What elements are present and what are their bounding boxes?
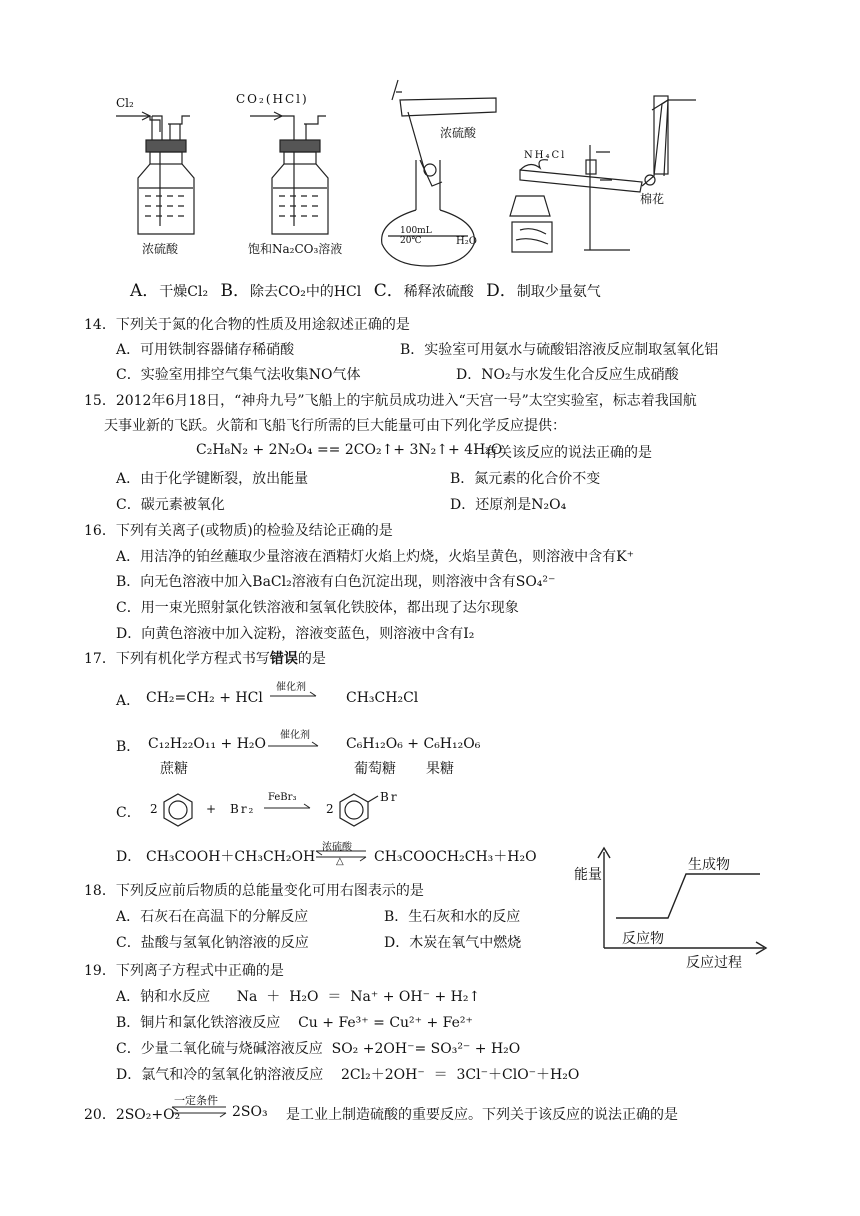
q14-stem: 14．下列关于氮的化合物的性质及用途叙述正确的是 (84, 317, 410, 333)
q17-stem-post: 的是 (297, 651, 326, 667)
bromobenzene-icon (340, 794, 368, 826)
q15-option-a: A．由于化学键断裂，放出能量 (116, 471, 309, 487)
q13-option-b: 除去CO₂中的HCl (250, 284, 362, 300)
q20-right: 2SO₃ (232, 1104, 268, 1120)
q13-option-a-letter: A． (130, 281, 160, 301)
q20-left: 20．2SO₂+O₂ (84, 1107, 181, 1123)
q15-option-b: B．氮元素的化合价不变 (450, 471, 601, 487)
energy-curve (616, 874, 760, 918)
q17-d-right: CH₃COOCH₂CH₃＋H₂O (374, 849, 537, 865)
q18-option-b: B．生石灰和水的反应 (384, 909, 521, 925)
q17-d-heat: △ (336, 856, 344, 867)
q17-c-plus: + (206, 802, 217, 816)
flask-temp-label: 20℃ (400, 236, 422, 246)
q18-option-a: A．石灰石在高温下的分解反应 (116, 909, 309, 925)
q13-option-c-letter: C． (373, 281, 404, 301)
water-label: H₂O (456, 236, 477, 247)
q16-option-a: A．用洁净的铂丝蘸取少量溶液在酒精灯火焰上灼烧，火焰呈黄色，则溶液中含有K⁺ (116, 549, 634, 565)
q17-stem (84, 648, 326, 668)
q14-option-a: A．可用铁制容器储存稀硝酸 (116, 342, 295, 358)
q17-stem-emphasis: 错误 (269, 651, 298, 667)
benzene-icon (164, 794, 192, 826)
q18-stem: 18．下列反应前后物质的总能量变化可用右图表示的是 (84, 883, 424, 899)
nh4cl-label: NH₄Cl (524, 150, 567, 161)
q13-option-d-letter: D． (486, 281, 517, 301)
q15-option-d: D．还原剂是N₂O₄ (450, 497, 567, 513)
q17-c-br-substituent: Br (380, 790, 399, 804)
cl2-label: Cl₂ (116, 96, 134, 110)
q17-b-glucose: 葡萄糖 (354, 761, 396, 777)
q17-a-left: CH₂=CH₂ + HCl (146, 690, 263, 706)
q14-option-d: D．NO₂与水发生化合反应生成硝酸 (456, 367, 679, 383)
q15-option-c: C．碳元素被氧化 (116, 497, 225, 513)
q19-option-c: C．少量二氧化硫与烧碱溶液反应 SO₂ +2OH⁻= SO₃²⁻ + H₂O (116, 1041, 521, 1057)
graph-product-label: 生成物 (688, 857, 730, 873)
cotton-label: 棉花 (640, 192, 665, 206)
q17-a-label: A． (116, 693, 141, 709)
q16-stem: 16．下列有关离子(或物质)的检验及结论正确的是 (84, 523, 393, 539)
graph-y-label: 能量 (574, 867, 602, 883)
q16-option-c: C．用一束光照射氯化铁溶液和氢氧化铁胶体，都出现了达尔现象 (116, 600, 519, 616)
q17-b-condition: 催化剂 (280, 730, 310, 741)
gas-washing-bottle-a (116, 112, 194, 234)
q17-a-condition: 催化剂 (276, 682, 306, 693)
q19-option-d: D．氯气和冷的氢氧化钠溶液反应 2Cl₂＋2OH⁻ ＝ 3Cl⁻＋ClO⁻＋H₂O (116, 1067, 580, 1083)
volumetric-flask-c (382, 80, 496, 266)
q17-b-sucrose: 蔗糖 (160, 761, 188, 777)
q18-option-c: C．盐酸与氢氧化钠溶液的反应 (116, 935, 309, 951)
saturated-na2co3-label: 饱和Na₂CO₃溶液 (248, 242, 343, 256)
q20-condition: 一定条件 (174, 1094, 218, 1107)
q15-stem-line1: 15．2012年6月18日，“神舟九号”飞船上的宇航员成功进入“天宫一号”太空实验室，标志着我国航 (84, 393, 697, 409)
q17-b-fructose: 果糖 (426, 761, 454, 777)
apparatus-figure (0, 0, 860, 300)
q17-stem-pre: 17．下列有机化学方程式书写 (84, 651, 270, 667)
conc-sulfuric-label-c: 浓硫酸 (440, 126, 477, 140)
q15-tail: 有关该反应的说法正确的是 (484, 445, 652, 461)
q16-option-d: D．向黄色溶液中加入淀粉，溶液变蓝色，则溶液中含有I₂ (116, 626, 475, 642)
q17-b-label: B． (116, 739, 141, 755)
q20-tail: 是工业上制造硫酸的重要反应。下列关于该反应的说法正确的是 (286, 1107, 678, 1123)
q13-option-d: 制取少量氨气 (516, 284, 601, 300)
graph-reactant-label: 反应物 (622, 931, 664, 947)
q14-option-b: B．实验室可用氨水与硫酸铝溶液反应制取氢氧化铝 (400, 342, 719, 358)
q13-option-b-letter: B． (220, 281, 251, 301)
q16-option-b: B．向无色溶液中加入BaCl₂溶液有白色沉淀出现，则溶液中含有SO₄²⁻ (116, 574, 556, 590)
q13-option-a: 干燥Cl₂ (159, 284, 209, 300)
q19-option-a: A．钠和水反应 Na ＋ H₂O ＝ Na⁺ + OH⁻ + H₂↑ (116, 989, 481, 1005)
q17-d-left: CH₃COOH＋CH₃CH₂OH (146, 849, 316, 865)
q19-option-b: B．铜片和氯化铁溶液反应 Cu + Fe³⁺ = Cu²⁺ + Fe²⁺ (116, 1015, 473, 1031)
gas-washing-bottle-b (250, 112, 328, 234)
q17-a-right: CH₃CH₂Cl (346, 690, 419, 706)
q14-option-c: C．实验室用排空气集气法收集NO气体 (116, 367, 361, 383)
q17-d-condition: 浓硫酸 (322, 842, 352, 853)
q13-options (130, 276, 601, 301)
q15-equation: C₂H₈N₂ + 2N₂O₄ == 2CO₂↑+ 3N₂↑+ 4H₂O (196, 442, 503, 458)
conc-sulfuric-label-a: 浓硫酸 (142, 242, 179, 256)
flask-volume-label: 100mL (400, 226, 432, 236)
q17-c-condition: FeBr₃ (268, 792, 297, 803)
q18-option-d: D．木炭在氧气中燃烧 (384, 935, 522, 951)
q19-stem: 19．下列离子方程式中正确的是 (84, 963, 284, 979)
q17-d-label: D． (116, 849, 142, 865)
q17-c-coefficient-1: 2 (150, 802, 158, 816)
q15-stem-line2: 天事业新的飞跃。火箭和飞船飞行所需的巨大能量可由下列化学反应提供： (104, 418, 566, 434)
co2-hcl-label: CO₂(HCl) (236, 92, 309, 106)
q17-c-bromine: Br₂ (230, 802, 256, 816)
q17-c-label: C． (116, 805, 141, 821)
q17-b-right: C₆H₁₂O₆ + C₆H₁₂O₆ (346, 736, 481, 752)
graph-x-label: 反应过程 (686, 955, 742, 971)
ammonia-apparatus-d (510, 96, 696, 252)
q17-b-left: C₁₂H₂₂O₁₁ + H₂O (148, 736, 267, 752)
q17-c-coefficient-2: 2 (326, 802, 334, 816)
q13-option-c: 稀释浓硫酸 (403, 284, 474, 300)
